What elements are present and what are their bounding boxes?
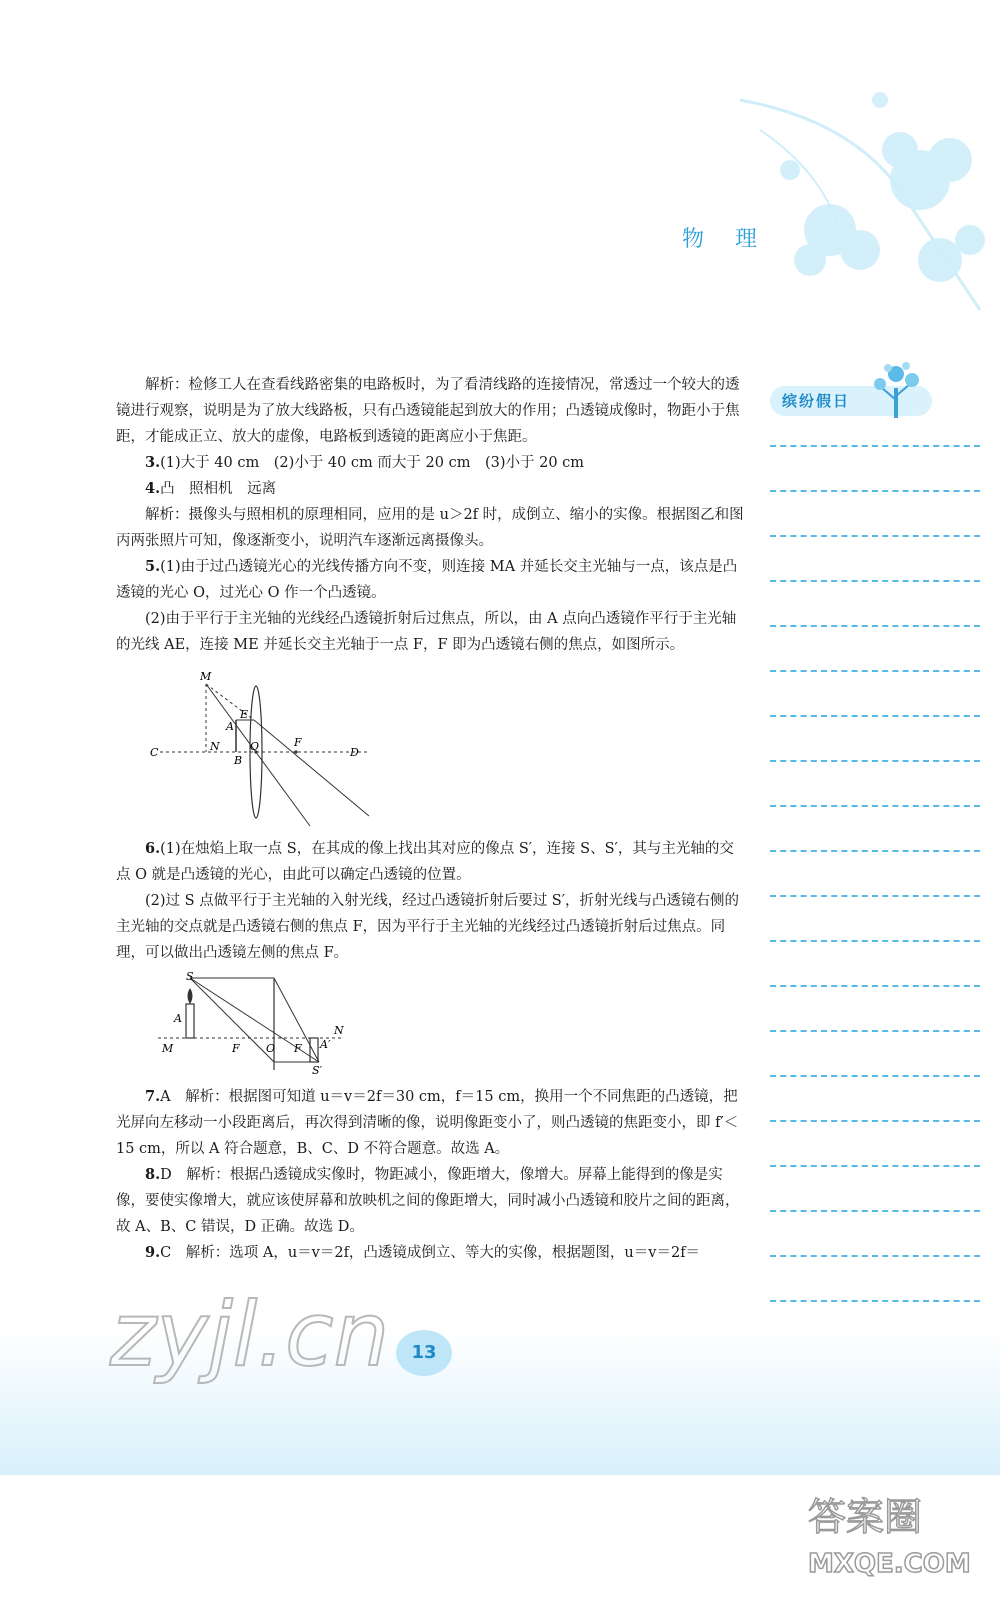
paragraph: (2)过 S 点做平行于主光轴的入射光线，经过凸透镜折射后要过 S′，折射光线与凸透镜右侧的主光轴的交点就是凸透镜右侧的焦点 F，因为平行于主光轴的光线经过凸透镜折射后过焦点。同理，可以做出凸透镜左侧的焦点 F。 <box>116 893 740 961</box>
lens-diagram-1 <box>144 668 384 828</box>
watermark-corner <box>790 1480 990 1590</box>
label-o: O <box>266 1042 276 1055</box>
label-a: A <box>174 1012 182 1025</box>
note-line <box>770 670 980 672</box>
answer-content <box>116 372 748 1266</box>
note-line <box>770 1210 980 1212</box>
watermark-text: zyjl.cn <box>110 1283 390 1386</box>
note-line <box>770 1300 980 1302</box>
label-m: M <box>162 1042 174 1055</box>
paragraph: C 解析：选项 A，u＝v＝2f，凸透镜成倒立、等大的实像，根据题图，u＝v＝2f＝ <box>160 1245 701 1261</box>
note-line <box>770 850 980 852</box>
badge-holiday: 缤纷假日 <box>770 386 932 416</box>
note-line <box>770 445 980 447</box>
note-line <box>770 1165 980 1167</box>
paragraph: 解析：摄像头与照相机的原理相同，应用的是 u＞2f 时，成倒立、缩小的实像。根据图乙和图丙两张照片可知，像逐渐变小，说明汽车逐渐远离摄像头。 <box>116 507 744 549</box>
label-f-right: F <box>294 1042 302 1055</box>
paragraph: D 解析：根据凸透镜成实像时，物距减小，像距增大，像增大。屏幕上能得到的像是实像，要使实像增大，就应该使屏幕和放映机之间的像距增大，同时减小凸透镜和胶片之间的距离，故 A、B、C 错误，D 正确。故选 D。 <box>116 1167 740 1235</box>
item-number: 8. <box>145 1166 161 1183</box>
label-a-prime: A′ <box>320 1038 331 1051</box>
label-c: C <box>150 746 159 759</box>
item-number: 9. <box>145 1244 161 1261</box>
label-f: F <box>294 736 302 749</box>
note-line <box>770 535 980 537</box>
item-number: 3. <box>145 454 161 471</box>
item-number: 5. <box>145 558 161 575</box>
note-line <box>770 805 980 807</box>
note-line <box>770 760 980 762</box>
paragraph: 解析：检修工人在查看线路密集的电路板时，为了看清线路的连接情况，常透过一个较大的透镜进行观察，说明是为了放大线路板，只有凸透镜能起到放大的作用；凸透镜成像时，物距小于焦距，才能成正立、放大的虚像，电路板到透镜的距离应小于焦距。 <box>116 377 740 445</box>
note-line <box>770 715 980 717</box>
paragraph: (1)由于过凸透镜光心的光线传播方向不变，则连接 MA 并延长交主光轴与一点，该点是凸透镜的光心 O，过光心 O 作一个凸透镜。 <box>116 559 738 601</box>
note-line <box>770 1030 980 1032</box>
note-line <box>770 985 980 987</box>
note-line <box>770 1255 980 1257</box>
note-line <box>770 580 980 582</box>
label-m: M <box>200 670 212 683</box>
label-f-left: F <box>232 1042 240 1055</box>
note-line <box>770 1120 980 1122</box>
watermark-corner-top: 答案圈 <box>808 1495 923 1539</box>
page-number: 13 <box>396 1330 452 1376</box>
lens-diagram-2 <box>144 972 354 1076</box>
label-b: B <box>234 754 243 767</box>
subject-title: 物 理 <box>682 227 769 252</box>
note-line <box>770 895 980 897</box>
tree-icon <box>866 360 926 420</box>
label-o: O <box>250 740 260 753</box>
label-e: E <box>240 708 249 721</box>
label-a: A <box>226 720 234 733</box>
paragraph: 凸 照相机 远离 <box>160 481 277 497</box>
watermark-corner-bottom: MXQE.COM <box>808 1549 971 1579</box>
paragraph: (1)在烛焰上取一点 S，在其成的像上找出其对应的像点 S′，连接 S、S′，其与主光轴的交点 O 就是凸透镜的光心，由此可以确定凸透镜的位置。 <box>116 841 734 883</box>
paragraph: A 解析：根据图可知道 u＝v＝2f＝30 cm，f＝15 cm，换用一个不同焦距的凸透镜，把光屏向左移动一小段距离后，再次得到清晰的像，说明像距变小了，则凸透镜的焦距变小，即 f′＜15 cm，所以 A 符合题意，B、C、D 不符合题意。故选 A。 <box>116 1089 739 1157</box>
item-number: 4. <box>145 480 161 497</box>
paragraph: (1)大于 40 cm (2)小于 40 cm 而大于 20 cm (3)小于 20 cm <box>160 455 585 471</box>
floral-decoration <box>700 60 1000 330</box>
label-n: N <box>210 740 220 753</box>
label-s-prime: S′ <box>312 1064 323 1076</box>
label-s: S <box>186 972 194 983</box>
watermark-zyjl <box>100 1265 480 1415</box>
item-number: 7. <box>145 1088 161 1105</box>
note-line <box>770 940 980 942</box>
note-line <box>770 490 980 492</box>
label-n: N <box>334 1024 344 1037</box>
paragraph: (2)由于平行于主光轴的光线经凸透镜折射后过焦点，所以，由 A 点向凸透镜作平行于主光轴的光线 AE，连接 ME 并延长交主光轴于一点 F，F 即为凸透镜右侧的焦点，如图所示。 <box>116 611 737 653</box>
note-line <box>770 1075 980 1077</box>
item-number: 6. <box>145 840 161 857</box>
note-line <box>770 625 980 627</box>
label-d: D <box>350 746 359 759</box>
